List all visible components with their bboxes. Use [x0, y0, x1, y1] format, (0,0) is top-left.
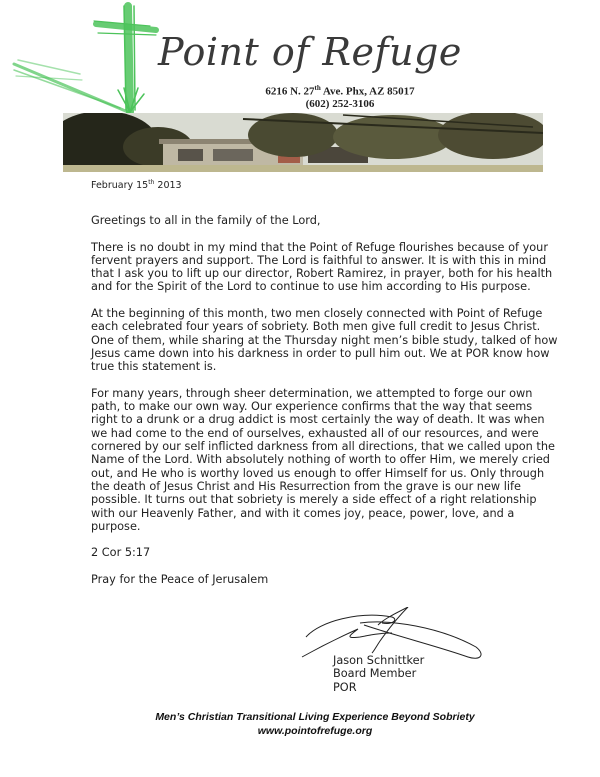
paragraph-3: For many years, through sheer determination, we attempted to forge our own path, to make our own way. Our experience confirms that the way that seems right to a drunk or a drug addict is most certainly the way of death. It was when we had come to the end of ourselves, exhausted all of our resources, and were cornered by our self inflicted darkness from all directions, that we called upon the Name of the Lord. With absolutely nothing of worth to offer Him, we merely cried out, and He who is worthy loved us enough to offer Himself for us. Only through the death of Jesus Christ and His Resurrection from the grave is our new life possible. It turns out that sobriety is merely a side effect of a right relationship with our Heavenly Father, and with it comes joy, peace, power, love, and a purpose. — [91, 386, 555, 533]
building-photo — [63, 113, 543, 172]
footer-tagline: Men’s Christian Transitional Living Experience Beyond Sobriety — [155, 711, 475, 723]
signer-block — [333, 654, 424, 694]
letter-body — [91, 214, 561, 600]
signer-name: Jason Schnittker — [333, 654, 425, 667]
date-prefix: February 15 — [91, 180, 149, 192]
address-ordinal: th — [314, 84, 321, 92]
closing-line: Pray for the Peace of Jerusalem — [91, 573, 269, 587]
org-address — [0, 84, 600, 98]
greeting: Greetings to all in the family of the Lord, — [91, 214, 321, 227]
paragraph-1: There is no doubt in my mind that the Point of Refuge flourishes because of your fervent prayers and support. The Lord is faithful to answer. It is with this in mind that I ask you to lift up our director, Robert Ramirez, in prayer, both for his health and for the Spirit of the Lord to continue to use him according to His purpose. — [91, 240, 553, 294]
org-title: Point of Refuge — [158, 30, 462, 74]
paragraph-2: At the beginning of this month, two men closely connected with Point of Refuge each celebrated four years of sobriety. Both men give full credit to Jesus Christ. One of them, while sharing at the Thursday night men’s bible study, talked of how Jesus came down into his darkness in order to pull him out. We at POR know how true this statement is. — [91, 307, 558, 374]
scripture-reference: 2 Cor 5:17 — [91, 546, 151, 560]
signer-org: POR — [333, 680, 357, 694]
org-phone: (602) 252-3106 — [305, 98, 375, 110]
address-rest: Ave. Phx, AZ 85017 — [320, 85, 415, 98]
date-year: 2013 — [154, 180, 182, 192]
date-ordinal: th — [148, 179, 155, 186]
footer-website-link[interactable]: www.pointofrefuge.org — [257, 724, 373, 737]
signer-title: Board Member — [333, 667, 417, 681]
address-number-street: 6216 N. 27 — [265, 85, 315, 98]
letter-footer — [0, 711, 600, 738]
building-photo-banner — [63, 113, 543, 172]
letter-date — [91, 179, 182, 191]
